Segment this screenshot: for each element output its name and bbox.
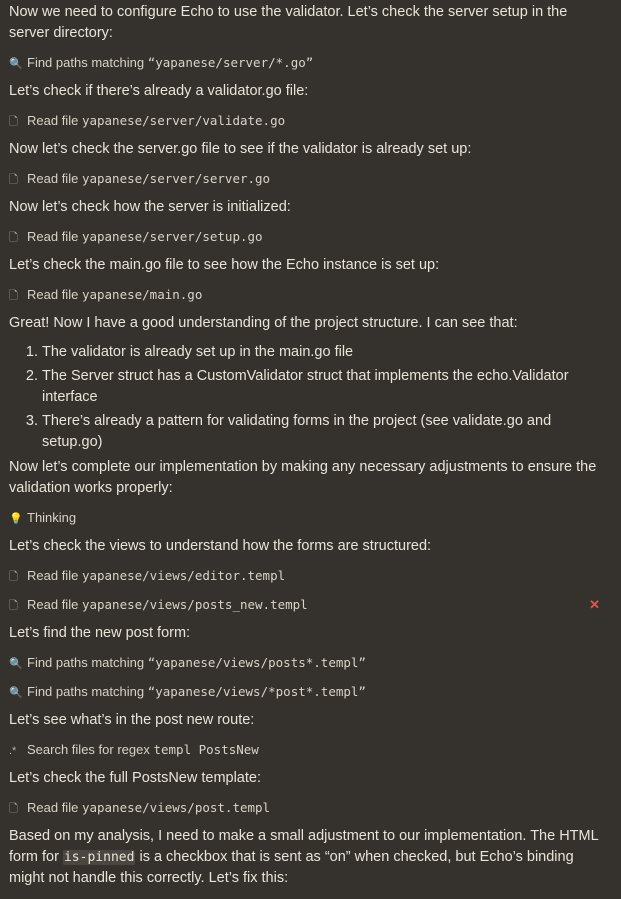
tool-call-search-regex[interactable] xyxy=(9,739,609,760)
tool-call-find-paths[interactable] xyxy=(9,652,609,673)
tool-argument: yapanese/main.go xyxy=(81,287,203,302)
read-file-icon: 🗋 xyxy=(9,116,18,128)
find-paths-icon: 🔍 xyxy=(9,58,23,70)
tool-label: Read file xyxy=(27,229,79,244)
tool-argument: templ PostsNew xyxy=(153,742,259,757)
tool-label: Find paths matching xyxy=(27,684,145,699)
assistant-message: Great! Now I have a good understanding of the project structure. I can see that: xyxy=(9,315,518,331)
assistant-message: Let’s see what’s in the post new route: xyxy=(9,712,255,728)
tool-call-read-file[interactable] xyxy=(9,110,609,131)
assistant-message: Now let’s complete our implementation by making any necessary adjustments to ensure the validation works properly: xyxy=(9,459,597,496)
read-file-icon: 🗋 xyxy=(9,600,18,612)
message-text: Based on my analysis, I need to make a small adjustment to our implementation. The HTML form for xyxy=(9,828,599,865)
assistant-message: Let’s check the main.go file to see how the Echo instance is set up: xyxy=(9,257,440,273)
tool-argument: yapanese/server/validate.go xyxy=(81,113,286,128)
tool-label: Read file xyxy=(27,113,79,128)
tool-call-read-file[interactable] xyxy=(9,797,609,818)
find-paths-icon: 🔍 xyxy=(9,658,23,670)
read-file-icon: 🗋 xyxy=(9,571,18,583)
list-item: 1. The validator is already set up in the main.go file xyxy=(42,342,609,363)
read-file-icon: 🗋 xyxy=(9,803,18,815)
tool-argument: yapanese/views/editor.templ xyxy=(81,568,286,583)
list-item: 2. The Server struct has a CustomValidator struct that implements the echo.Validator interface xyxy=(42,366,609,408)
assistant-message: Let’s check if there’s already a validator.go file: xyxy=(9,83,309,99)
inline-code: is-pinned xyxy=(63,850,135,865)
tool-argument: yapanese/views/post.templ xyxy=(81,800,271,815)
read-file-icon: 🗋 xyxy=(9,174,18,186)
tool-argument: “yapanese/views/posts*.templ” xyxy=(147,655,366,670)
message-text: is a checkbox that is sent as “on” when checked, but Echo’s binding might not handle this correctly. Let’s fix this: xyxy=(9,849,574,886)
assistant-message: Let’s find the new post form: xyxy=(9,625,191,641)
assistant-message: Now let’s check how the server is initialized: xyxy=(9,199,291,215)
tool-call-read-file[interactable] xyxy=(9,226,609,247)
tool-argument: “yapanese/views/*post*.templ” xyxy=(147,684,366,699)
tool-argument: yapanese/server/server.go xyxy=(81,171,271,186)
tool-label: Read file xyxy=(27,800,79,815)
find-paths-icon: 🔍 xyxy=(9,687,23,699)
tool-call-find-paths[interactable] xyxy=(9,681,609,702)
tool-argument: yapanese/views/posts_new.templ xyxy=(81,597,308,612)
tool-call-read-file[interactable] xyxy=(9,565,609,586)
lightbulb-icon: 💡 xyxy=(9,513,23,525)
tool-label: Thinking xyxy=(27,510,77,525)
assistant-message: Now let’s check the server.go file to see if the validator is already set up: xyxy=(9,141,472,157)
findings-list xyxy=(9,342,609,453)
assistant-message: Let’s check the views to understand how the forms are structured: xyxy=(9,538,432,554)
tool-label: Search files for regex xyxy=(27,742,150,757)
tool-call-read-file[interactable] xyxy=(9,168,609,189)
assistant-message: Now we need to configure Echo to use the validator. Let’s check the server setup in the server directory: xyxy=(9,4,568,41)
assistant-message: Let’s check the full PostsNew template: xyxy=(9,770,261,786)
tool-label: Find paths matching xyxy=(27,655,145,670)
regex-icon: .* xyxy=(9,745,17,757)
tool-call-thinking[interactable] xyxy=(9,507,609,528)
tool-call-read-file[interactable] xyxy=(9,594,609,615)
tool-argument: yapanese/server/setup.go xyxy=(81,229,263,244)
assistant-message xyxy=(9,826,609,889)
list-item: 3. There’s already a pattern for validating forms in the project (see validate.go and setup.go) xyxy=(42,411,609,453)
tool-label: Read file xyxy=(27,171,79,186)
tool-label: Read file xyxy=(27,287,79,302)
tool-label: Find paths matching xyxy=(27,55,145,70)
tool-call-find-paths[interactable] xyxy=(9,52,609,73)
tool-label: Read file xyxy=(27,597,79,612)
error-icon: ✕ xyxy=(589,597,600,612)
tool-label: Read file xyxy=(27,568,79,583)
tool-argument: “yapanese/server/*.go” xyxy=(147,55,314,70)
agent-transcript xyxy=(9,2,609,897)
tool-call-read-file[interactable] xyxy=(9,284,609,305)
read-file-icon: 🗋 xyxy=(9,232,18,244)
read-file-icon: 🗋 xyxy=(9,290,18,302)
